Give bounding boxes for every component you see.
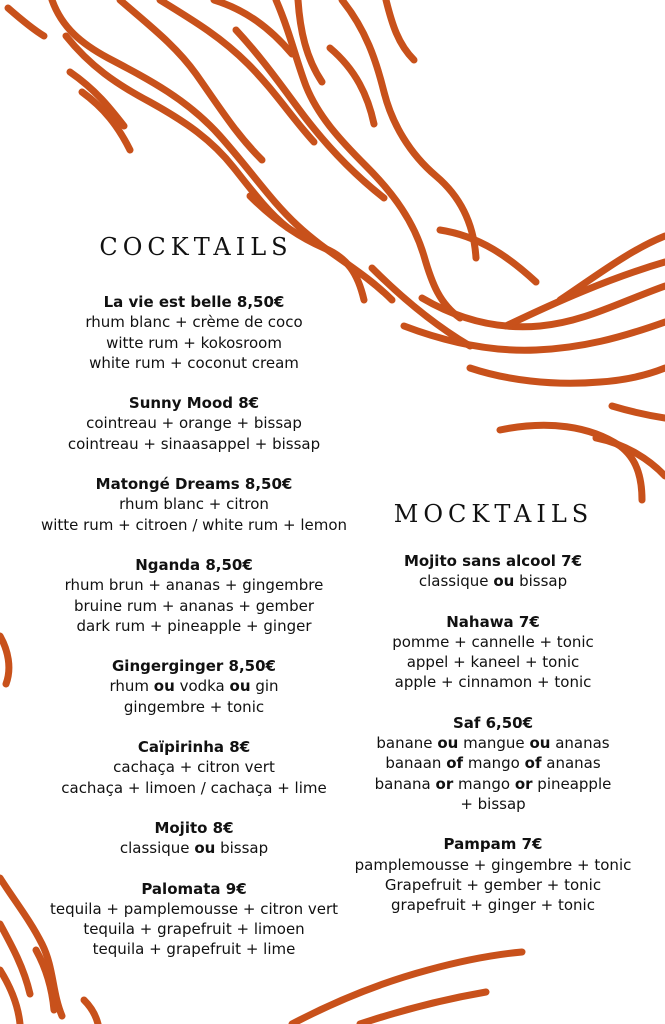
ingredient-line: white rum + coconut cream bbox=[89, 353, 299, 372]
cocktails-heading: COCKTAILS bbox=[99, 233, 293, 261]
cocktail-item bbox=[14, 656, 374, 717]
item-title: Mojito 8€ bbox=[154, 818, 234, 837]
ingredient-line: tequila + grapefruit + lime bbox=[92, 940, 296, 959]
ingredient-line: banana or mango or pineapple bbox=[374, 774, 612, 793]
cocktail-item bbox=[14, 474, 374, 535]
item-title: Nahawa 7€ bbox=[446, 612, 540, 631]
ingredient-line: dark rum + pineapple + ginger bbox=[76, 616, 312, 635]
ingredient-line: cachaça + citron vert bbox=[113, 758, 275, 777]
item-title: Palomata 9€ bbox=[141, 879, 247, 898]
ingredient-line: rhum brun + ananas + gingembre bbox=[64, 576, 324, 595]
ingredient-line: witte rum + kokosroom bbox=[106, 333, 282, 352]
cocktail-item bbox=[14, 555, 374, 636]
cocktail-item bbox=[14, 879, 374, 960]
cocktail-item bbox=[14, 393, 374, 454]
mocktail-item bbox=[343, 713, 643, 814]
ingredient-line: cointreau + orange + bissap bbox=[86, 414, 302, 433]
ingredient-line: apple + cinnamon + tonic bbox=[394, 673, 592, 692]
ingredient-line: grapefruit + ginger + tonic bbox=[391, 896, 595, 915]
ingredient-line: witte rum + citroen / white rum + lemon bbox=[40, 515, 348, 534]
mocktails-list bbox=[343, 551, 643, 935]
ingredient-line: pomme + cannelle + tonic bbox=[392, 632, 594, 651]
ingredient-line: rhum blanc + citron bbox=[119, 495, 269, 514]
item-title: Gingerginger 8,50€ bbox=[112, 657, 276, 676]
ingredient-line: cachaça + limoen / cachaça + lime bbox=[61, 778, 327, 797]
ingredient-line: banaan of mango of ananas bbox=[385, 754, 601, 773]
mocktail-item bbox=[343, 834, 643, 915]
ingredient-line: tequila + grapefruit + limoen bbox=[83, 920, 305, 939]
ingredient-line: classique ou bissap bbox=[119, 839, 269, 858]
item-title: Mojito sans alcool 7€ bbox=[403, 552, 583, 570]
ingredient-line: Grapefruit + gember + tonic bbox=[384, 875, 602, 894]
ingredient-line: rhum ou vodka ou gin bbox=[109, 677, 279, 696]
ingredient-line: cointreau + sinaasappel + bissap bbox=[67, 434, 321, 453]
ingredient-line: bruine rum + ananas + gember bbox=[73, 596, 315, 615]
cocktail-item bbox=[14, 292, 374, 373]
ingredient-line: classique ou bissap bbox=[418, 572, 568, 591]
ingredient-line: appel + kaneel + tonic bbox=[406, 653, 580, 672]
item-title: Caïpirinha 8€ bbox=[137, 738, 251, 757]
cocktail-item bbox=[14, 818, 374, 859]
item-title: Sunny Mood 8€ bbox=[128, 394, 260, 413]
mocktails-heading: MOCKTAILS bbox=[393, 500, 594, 528]
mocktail-item bbox=[343, 551, 643, 592]
item-title: Matongé Dreams 8,50€ bbox=[95, 475, 293, 494]
ingredient-line: + bissap bbox=[460, 794, 526, 813]
ingredient-line: gingembre + tonic bbox=[123, 697, 265, 716]
ingredient-line: tequila + pamplemousse + citron vert bbox=[49, 899, 338, 918]
cocktails-list bbox=[14, 292, 374, 980]
mocktail-item bbox=[343, 612, 643, 693]
ingredient-line: pamplemousse + gingembre + tonic bbox=[354, 855, 632, 874]
ingredient-line: rhum blanc + crème de coco bbox=[85, 313, 303, 332]
ingredient-line: banane ou mangue ou ananas bbox=[376, 734, 610, 753]
item-title: La vie est belle 8,50€ bbox=[103, 293, 285, 311]
item-title: Saf 6,50€ bbox=[452, 713, 534, 732]
item-title: Nganda 8,50€ bbox=[135, 555, 253, 574]
item-title: Pampam 7€ bbox=[443, 835, 543, 854]
cocktail-item bbox=[14, 737, 374, 798]
